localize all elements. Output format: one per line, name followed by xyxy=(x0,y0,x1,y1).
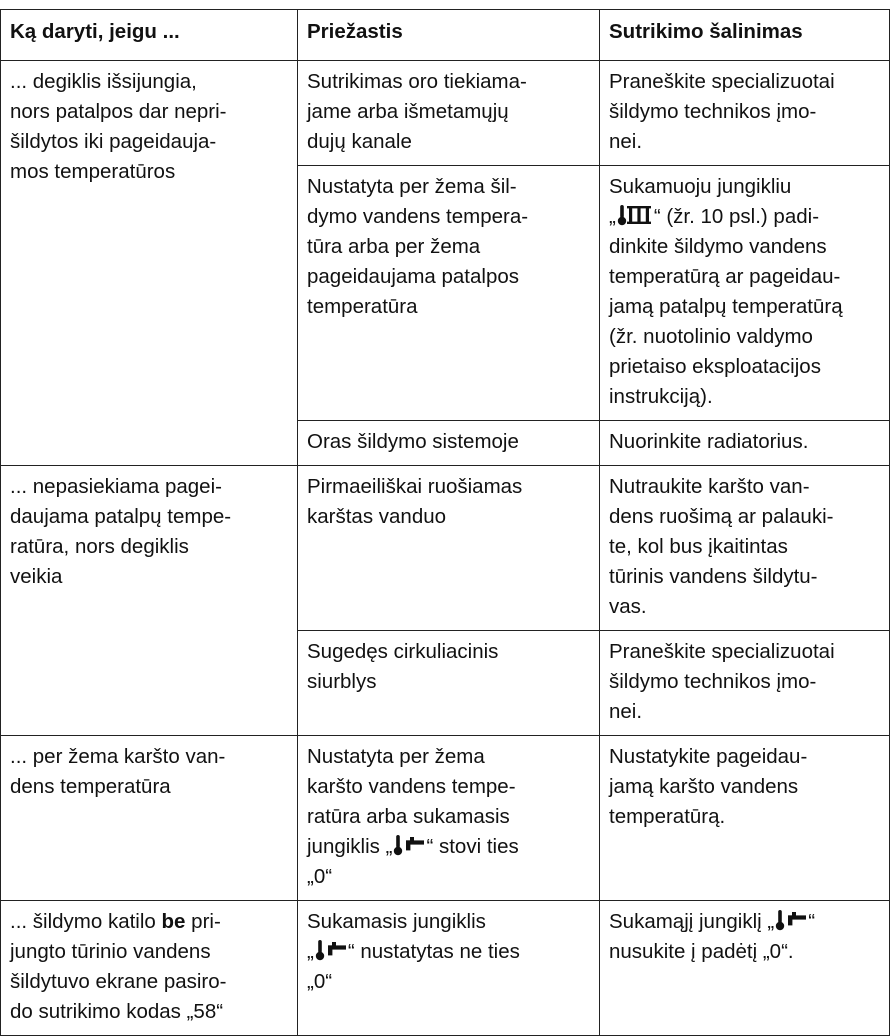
thermometer-tap-icon xyxy=(393,834,425,856)
cause-cell xyxy=(298,736,600,901)
cause-cell xyxy=(298,631,600,736)
remedy-text: Praneškite specializuotai šildymo technikos įmo- nei. xyxy=(609,70,835,153)
column-header-remedy: Sutrikimo šalinimas xyxy=(600,10,890,61)
remedy-text-prefix: Sukamąjį jungiklį „ xyxy=(609,910,775,933)
remedy-cell xyxy=(600,61,890,166)
cause-text-prefix: Sukamasis jungiklis „ xyxy=(307,910,486,963)
problem-text-prefix: ... šildymo katilo xyxy=(10,910,162,933)
cause-text-prefix: Nustatyta per žema karšto vandens tempe- ratūra arba sukamasis jungiklis „ xyxy=(307,745,516,858)
problem-text: ... degiklis išsijungia, nors patalpos dar nepri- šildytos iki pageidauja- mos temperatūros xyxy=(10,70,227,183)
remedy-text: Nustatykite pageidau- jamą karšto vandens temperatūrą. xyxy=(609,745,808,828)
problem-cell xyxy=(1,466,298,736)
table-row xyxy=(1,61,890,166)
problem-text-suffix: pri- jungto tūrinio vandens šildytuvo ekrane pasiro- do sutrikimo kodas „58“ xyxy=(10,910,227,1023)
cause-cell xyxy=(298,901,600,1036)
problem-cell xyxy=(1,61,298,466)
problem-text: ... nepasiekiama pagei- daujama patalpų tempe- ratūra, nors degiklis veikia xyxy=(10,475,232,588)
problem-text-bold: be xyxy=(161,910,186,933)
problem-cell xyxy=(1,901,298,1036)
cause-text: Sugedęs cirkuliacinis siurblys xyxy=(307,640,499,693)
table-row xyxy=(1,466,890,631)
column-header-what-to-do: Ką daryti, jeigu ... xyxy=(1,10,298,61)
remedy-cell xyxy=(600,421,890,466)
remedy-cell xyxy=(600,631,890,736)
table-row xyxy=(1,901,890,1036)
thermometer-tap-icon xyxy=(775,909,807,931)
cause-text: Nustatyta per žema šil- dymo vandens tempera- tūra arba per žema pageidaujama patalpos temperatūra xyxy=(307,175,529,318)
remedy-text: Praneškite specializuotai šildymo technikos įmo- nei. xyxy=(609,640,835,723)
cause-cell xyxy=(298,61,600,166)
remedy-text: Nuorinkite radiatorius. xyxy=(609,430,809,453)
thermometer-tap-icon xyxy=(315,939,347,961)
cause-text-suffix: “ stovi ties „0“ xyxy=(307,835,519,888)
table-row xyxy=(1,736,890,901)
cause-text: Pirmaeiliškai ruošiamas karštas vanduo xyxy=(307,475,523,528)
cause-text: Sutrikimas oro tiekiama- jame arba išmetamųjų dujų kanale xyxy=(307,70,527,153)
problem-text: ... per žema karšto van- dens temperatūra xyxy=(10,745,226,798)
cause-cell xyxy=(298,466,600,631)
column-header-cause: Priežastis xyxy=(298,10,600,61)
thermometer-radiator-icon xyxy=(617,204,653,226)
problem-cell xyxy=(1,736,298,901)
remedy-text-prefix: Sukamuoju jungikliu „ xyxy=(609,175,792,228)
table-header-row xyxy=(1,10,890,61)
cause-text-suffix: “ nustatytas ne ties „0“ xyxy=(307,940,520,993)
remedy-text-suffix: “ (žr. 10 psl.) padi- dinkite šildymo vandens temperatūrą ar pageidau- jamą patalpų temperatūrą (žr. nuotolinio valdymo prietaiso eksploatacijos instrukciją). xyxy=(609,205,843,408)
remedy-cell xyxy=(600,166,890,421)
cause-cell xyxy=(298,421,600,466)
remedy-cell xyxy=(600,901,890,1036)
remedy-cell xyxy=(600,736,890,901)
remedy-cell xyxy=(600,466,890,631)
troubleshooting-table xyxy=(0,9,890,1036)
remedy-text-suffix: “ nusukite į padėtį „0“. xyxy=(609,910,816,963)
cause-cell xyxy=(298,166,600,421)
remedy-text: Nutraukite karšto van- dens ruošimą ar palauki- te, kol bus įkaitintas tūrinis vandens šildytu- vas. xyxy=(609,475,834,618)
cause-text: Oras šildymo sistemoje xyxy=(307,430,519,453)
